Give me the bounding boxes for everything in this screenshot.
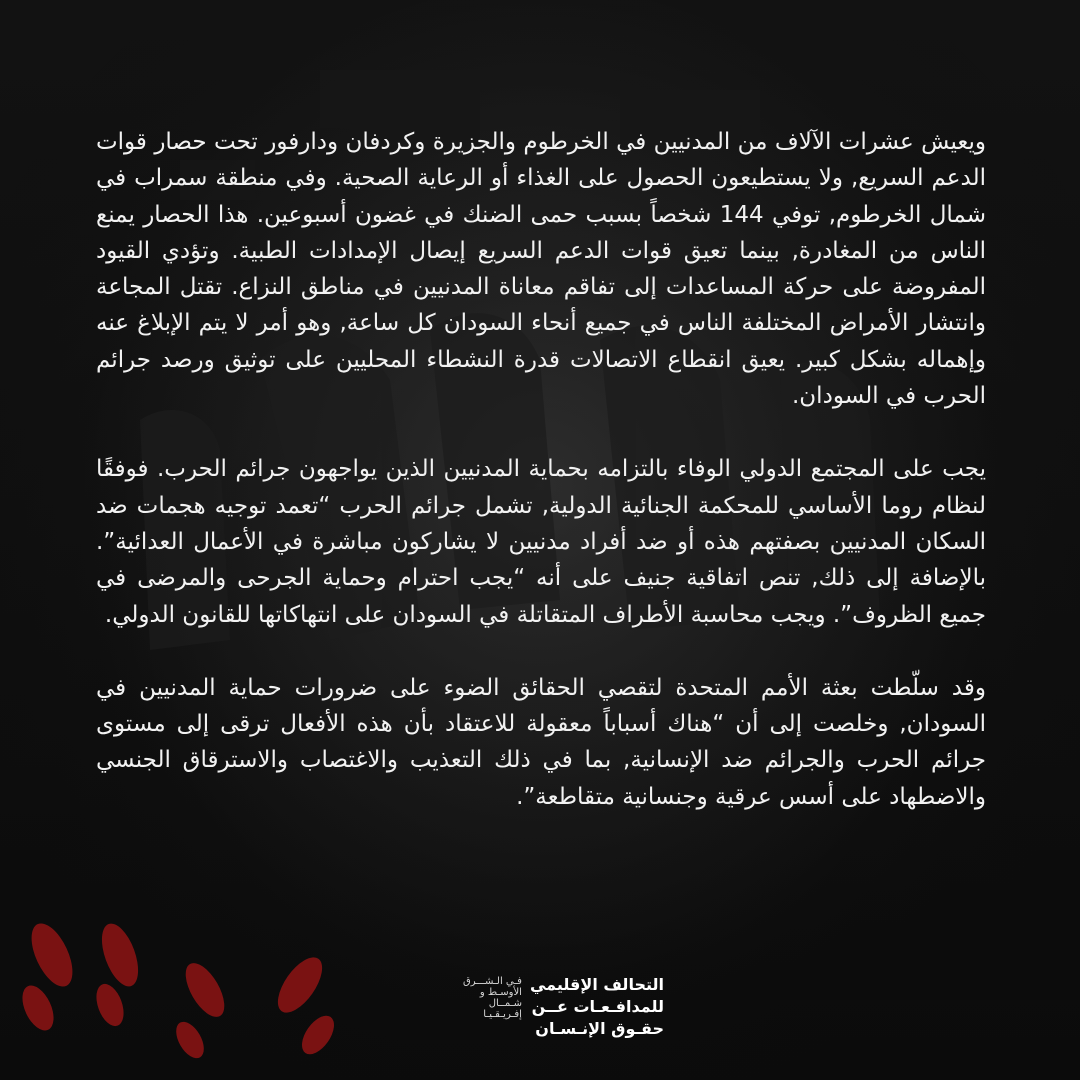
logo-region-line: فـي الـشـــرق [462,976,522,987]
logo-region-line: الأوسـط و [479,987,522,998]
logo-line: حقـوق الإنـسـان [535,1019,664,1038]
logo-region-line: إفـريـقـيـا [483,1009,522,1020]
logo-main-text [530,974,664,1044]
paragraph-international-law: يجب على المجتمع الدولي الوفاء بالتزامه بحماية المدنيين الذين يواجهون جرائم الحرب. فوفقًا لنظام روما الأساسي للمحكمة الجنائية الدولية, تشمل جرائم الحرب “تعمد توجيه هجمات ضد السكان المدنيين بصفتهم هذه أو ضد أفراد مدنيين لا يشاركون مباشرة في الأعمال العدائية”. بالإضافة إلى ذلك, تنص اتفاقية جنيف على أنه “يجب احترام وحماية الجرحى والمرضى في جميع الظروف”. ويجب محاسبة الأطراف المتقاتلة في السودان على انتهاكاتها للقانون الدولي. [96,456,986,628]
logo-region-line: شـمــال [488,998,522,1009]
logo-line: للمدافـعـات عــن [531,997,664,1016]
organization-logo [428,974,664,1044]
logo-line: التحالف الإقليمي [529,975,664,994]
logo-region-text [463,974,522,1044]
paragraph-siege: ويعيش عشرات الآلاف من المدنيين في الخرطوم والجزيرة وكردفان ودارفور تحت حصار قوات الدعم السريع, ولا يستطيعون الحصول على الغذاء أو الرعاية الصحية. وفي منطقة سمراب في شمال الخرطوم, توفي 144 شخصاً بسبب حمى الضنك في غضون أسبوعين. هذا الحصار يمنع الناس من المغادرة, بينما تعيق قوات الدعم السريع إيصال الإمدادات الطبية. وتؤدي القيود المفروضة على حركة المساعدات إلى تفاقم معاناة المدنيين في مناطق النزاع. تقتل المجاعة وانتشار الأمراض المختلفة الناس في جميع أنحاء السودان كل ساعة, وهو أمر لا يتم الإبلاغ عنه وإهماله بشكل كبير. يعيق انقطاع الاتصالات قدرة النشطاء المحليين على توثيق ورصد جرائم الحرب في السودان. [96,129,986,410]
article-text [96,124,986,852]
paragraph-un-mission: وقد سلّطت بعثة الأمم المتحدة لتقصي الحقائق الضوء على ضرورات حماية المدنيين في السودان, وخلصت إلى أن “هناك أسباباً معقولة للاعتقاد بأن هذه الأفعال ترقى إلى مستوى جرائم الحرب والجرائم ضد الإنسانية, بما في ذلك التعذيب والاغتصاب والاسترقاق الجنسي والاضطهاد على أسس عرقية وجنسانية متقاطعة”. [96,674,986,810]
